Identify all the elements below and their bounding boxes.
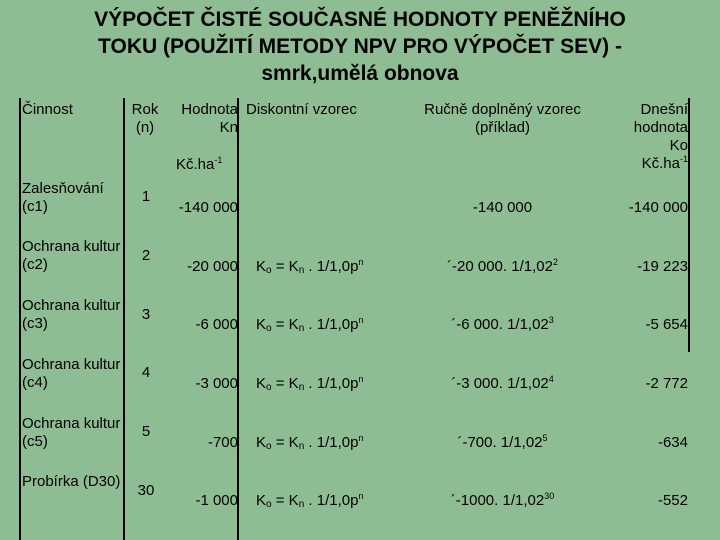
row-5-present-value: -634 [657,434,688,451]
header-value-unit [176,156,222,174]
row-3-formula: $K_o = K_n$ . $1/1,0p^n$ [256,315,364,334]
header-manual-line-1: Ručně doplněný vzorec [424,101,581,118]
row-4-activity: Ochrana kultur (c4) [22,356,121,391]
header-present-value [600,101,688,173]
row-6-value: -1 000 [195,492,238,509]
row-6-formula: $K_o = K_n$ . $1/1,0p^n$ [256,491,364,510]
page-title [0,6,720,87]
row-2-activity: Ochrana kultur (c2) [22,238,121,273]
row-6-year: 30 [137,482,155,499]
title-line-1: VÝPOČET ČISTÉ SOUČASNÉ HODNOTY PENĚŽNÍHO [94,8,626,31]
header-pv-unit-exp: -1 [679,154,688,164]
header-manual-line-2: (příklad) [474,119,530,136]
row-4-year: 4 [141,364,151,381]
row-5-year: 5 [141,423,151,440]
row-5-formula: $K_o = K_n$ . $1/1,0p^n$ [256,433,364,452]
row-5-value: -700 [207,434,238,451]
row-3-year: 3 [141,306,151,323]
row-1-year: 1 [141,188,151,205]
row-2-present-value: -19 223 [637,258,688,275]
row-5-manual-exp: 5 [542,433,548,443]
row-1-value: -140 000 [178,199,238,216]
row-6-manual-text: ´-1000. 1/1,02 [450,492,545,509]
row-4-formula: $K_o = K_n$ . $1/1,0p^n$ [256,374,364,393]
header-value-unit-exp: -1 [214,155,223,165]
row-4-manual-exp: 4 [548,374,554,384]
row-5-manual-text: ´-700. 1/1,02 [457,434,543,451]
title-line-2: TOKU (POUŽITÍ METODY NPV PRO VÝPOČET SEV) - [98,35,622,58]
header-pv-unit: Kč.ha [641,155,680,172]
table-border-right [688,98,690,352]
row-1-present-value: -140 000 [628,199,688,216]
header-pv-line-3: Ko [669,137,688,154]
row-2-manual-text: ´-20 000. 1/1,02 [447,258,553,275]
row-4-value: -3 000 [195,375,238,392]
header-pv-line-2: hodnota [633,119,688,136]
row-2-manual-exp: 2 [552,257,558,267]
header-value-line-2: Kn [219,119,238,136]
header-pv-line-4 [600,155,688,173]
header-year [126,101,164,137]
row-2-manual [390,258,615,276]
header-year-line-2: (n) [135,119,155,136]
row-3-present-value: -5 654 [645,316,688,333]
row-5-activity: Ochrana kultur (c5) [22,415,121,450]
row-2-formula: $K_o = K_n$ . $1/1,0p^n$ [256,257,364,276]
row-3-manual [390,316,615,334]
header-value [168,101,238,137]
row-3-manual-exp: 3 [548,315,554,325]
header-activity: Činnost [22,101,73,118]
table-border-left [19,98,21,540]
row-2-value: -20 000 [187,258,238,275]
row-4-manual-text: ´-3 000. 1/1,02 [451,375,549,392]
header-manual [390,101,615,137]
header-value-line-1: Hodnota [181,101,238,118]
row-6-activity: Probírka (D30) [22,473,121,490]
row-6-manual [390,492,615,510]
header-value-unit-text: Kč.ha [176,156,215,173]
row-1-activity: Zalesňování (c1) [22,180,104,215]
row-3-manual-text: ´-6 000. 1/1,02 [451,316,549,333]
row-5-manual [390,434,615,452]
row-6-manual-exp: 30 [544,491,555,501]
header-pv-line-1: Dnešní [640,101,688,118]
row-4-present-value: -2 772 [645,375,688,392]
row-1-manual-text: -140 000 [472,199,533,216]
header-formula: Diskontní vzorec [246,101,357,118]
row-3-activity: Ochrana kultur (c3) [22,297,121,332]
row-1-manual [390,199,615,217]
row-2-year: 2 [141,247,151,264]
header-year-line-1: Rok [131,101,159,118]
title-line-3: smrk,umělá obnova [261,62,459,85]
row-3-value: -6 000 [195,316,238,333]
row-4-manual [390,375,615,393]
row-6-present-value: -552 [657,492,688,509]
